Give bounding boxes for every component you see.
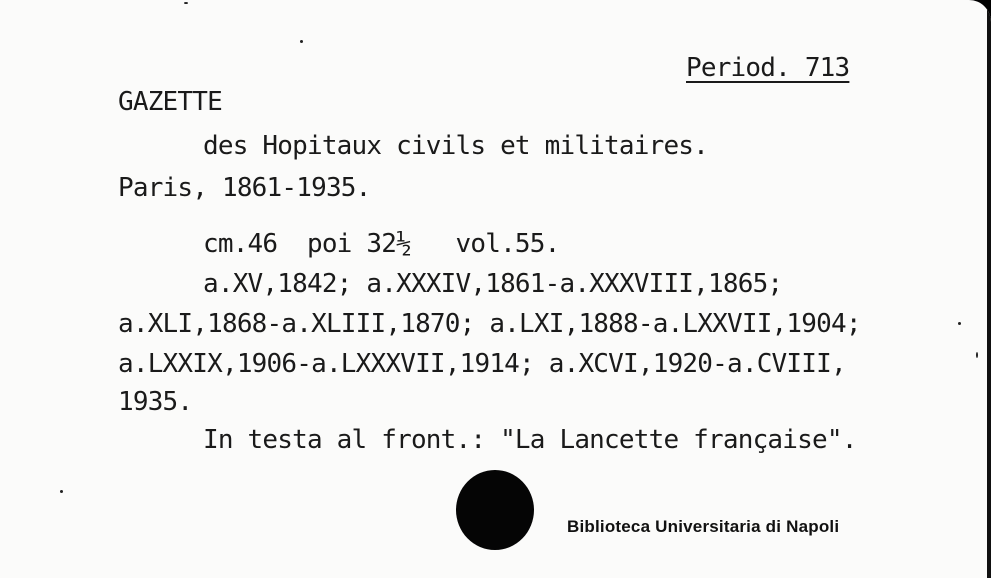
holdings-line: a.XV,1842; a.XXXIV,1861-a.XXXVIII,1865; <box>203 269 783 299</box>
holdings-line: 1935. <box>118 387 193 417</box>
shelfmark: Period. 713 <box>686 53 850 83</box>
library-stamp-text: Biblioteca Universitaria di Napoli <box>567 517 840 536</box>
holdings-line: a.LXXIX,1906-a.LXXXVII,1914; a.XCVI,1920-a.CVIII, <box>118 349 846 379</box>
ink-speck <box>976 352 978 358</box>
ink-speck <box>184 2 188 4</box>
record-subtitle: des Hopitaux civils et militaires. <box>203 131 709 161</box>
ink-speck <box>958 322 961 325</box>
record-imprint: Paris, 1861-1935. <box>118 173 371 203</box>
ink-speck <box>300 40 303 43</box>
ink-speck <box>60 490 63 493</box>
physical-description: cm.46 poi 32½ vol.55. <box>203 229 560 259</box>
card-edge-shadow <box>987 10 991 578</box>
record-title: GAZETTE <box>118 87 222 117</box>
record-note: In testa al front.: "La Lancette française". <box>203 425 857 455</box>
library-stamp-seal-icon <box>456 470 534 550</box>
holdings-line: a.XLI,1868-a.XLIII,1870; a.LXI,1888-a.LXXVII,1904; <box>118 309 861 339</box>
